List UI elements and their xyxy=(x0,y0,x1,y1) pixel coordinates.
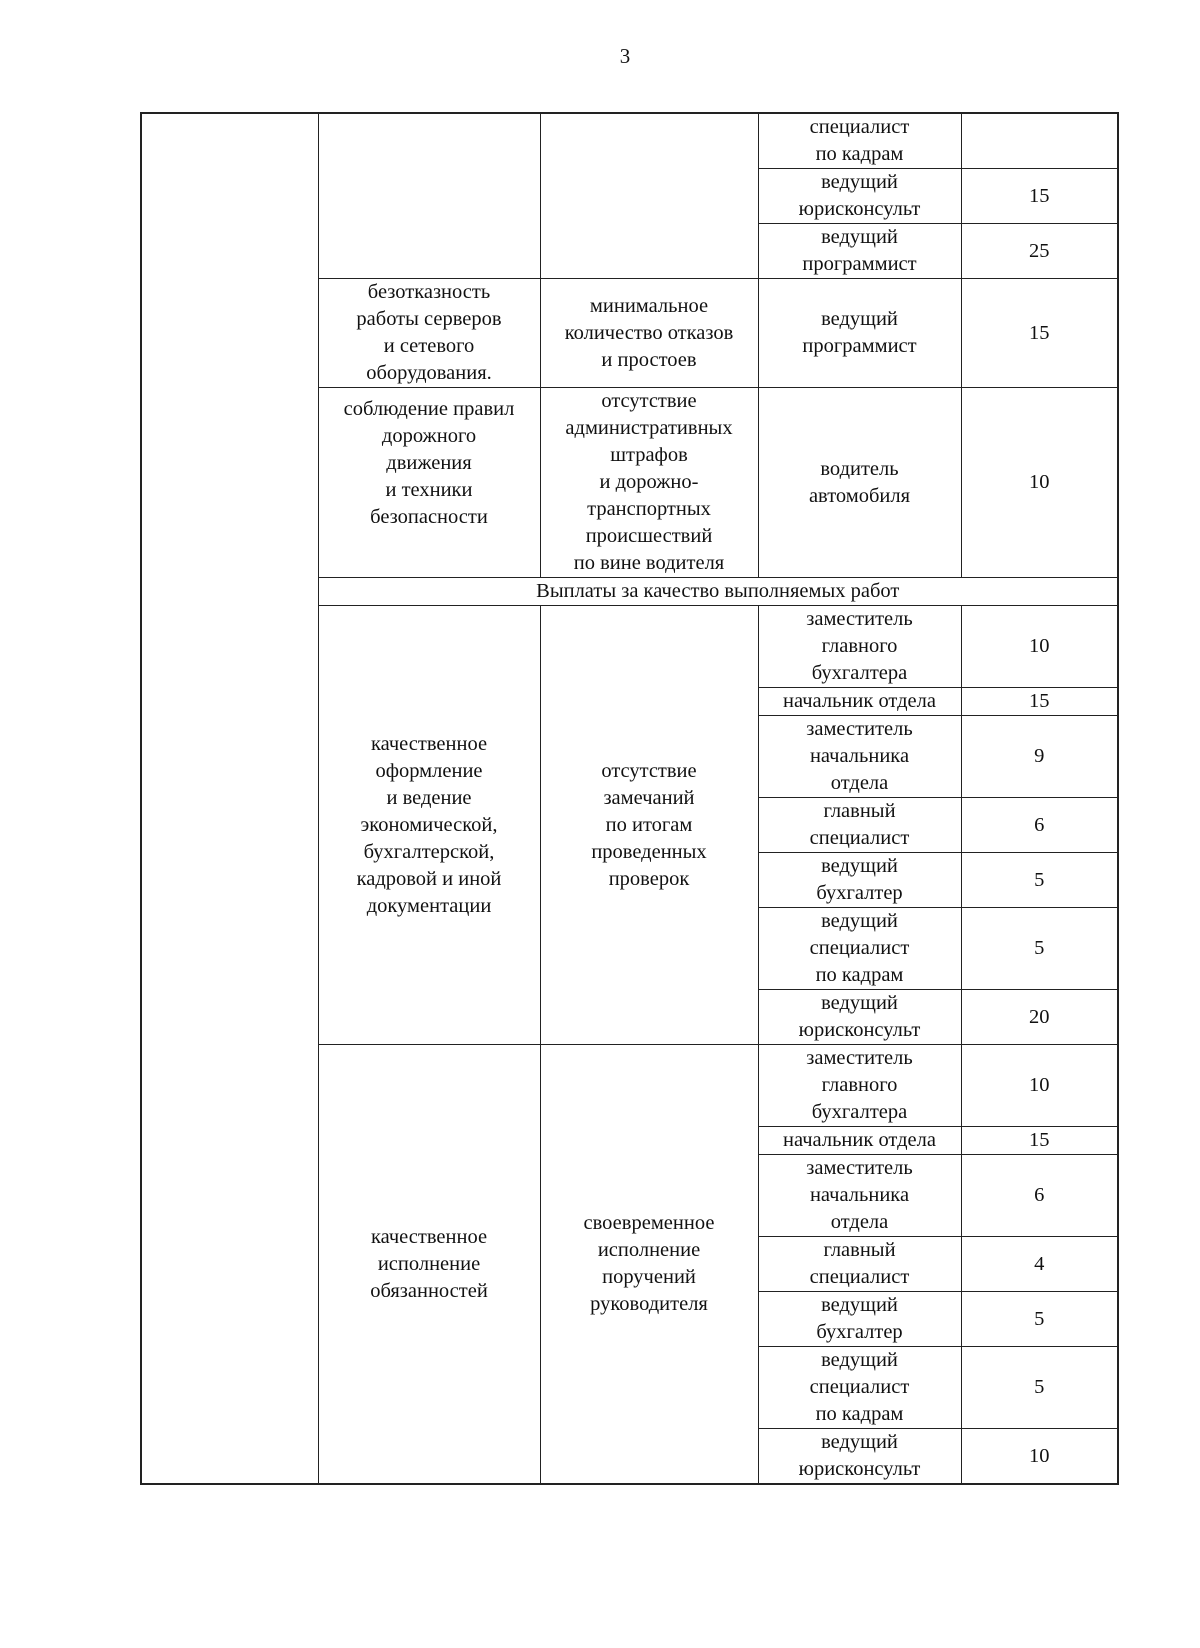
position-cell: специалист по кадрам xyxy=(758,113,961,169)
position-cell: ведущий юрисконсульт xyxy=(758,1429,961,1485)
value-cell: 6 xyxy=(961,798,1118,853)
value-cell: 5 xyxy=(961,1292,1118,1347)
indicator-cell-empty xyxy=(540,113,758,279)
page-number: 3 xyxy=(619,44,631,68)
value-cell: 10 xyxy=(961,1429,1118,1485)
indicator-cell: своевременное исполнение поручений руководителя xyxy=(540,1045,758,1485)
position-cell: ведущий специалист по кадрам xyxy=(758,1347,961,1429)
indicator-cell: отсутствие административных штрафов и дорожно- транспортных происшествий по вине водителя xyxy=(540,388,758,578)
indicator-cell: минимальное количество отказов и простоев xyxy=(540,279,758,388)
value-cell: 25 xyxy=(961,224,1118,279)
position-cell: заместитель главного бухгалтера xyxy=(758,606,961,688)
table-body xyxy=(141,113,1118,1484)
value-cell: 5 xyxy=(961,853,1118,908)
position-cell: водитель автомобиля xyxy=(758,388,961,578)
position-cell: начальник отдела xyxy=(758,1127,961,1155)
position-cell: ведущий бухгалтер xyxy=(758,1292,961,1347)
position-cell: заместитель начальника отдела xyxy=(758,716,961,798)
value-cell: 10 xyxy=(961,1045,1118,1127)
position-cell: ведущий юрисконсульт xyxy=(758,169,961,224)
position-cell: главный специалист xyxy=(758,1237,961,1292)
value-cell: 20 xyxy=(961,990,1118,1045)
position-cell: ведущий программист xyxy=(758,279,961,388)
position-cell: главный специалист xyxy=(758,798,961,853)
value-cell: 15 xyxy=(961,169,1118,224)
section-title: Выплаты за качество выполняемых работ xyxy=(318,578,1118,606)
value-cell: 6 xyxy=(961,1155,1118,1237)
value-cell: 5 xyxy=(961,1347,1118,1429)
position-cell: ведущий бухгалтер xyxy=(758,853,961,908)
position-cell: начальник отдела xyxy=(758,688,961,716)
value-cell: 15 xyxy=(961,1127,1118,1155)
table-row xyxy=(141,113,1118,169)
value-cell xyxy=(961,113,1118,169)
criterion-cell: качественное исполнение обязанностей xyxy=(318,1045,540,1485)
value-cell: 9 xyxy=(961,716,1118,798)
value-cell: 4 xyxy=(961,1237,1118,1292)
value-cell: 10 xyxy=(961,606,1118,688)
position-cell: заместитель начальника отдела xyxy=(758,1155,961,1237)
criterion-cell: соблюдение правил дорожного движения и техники безопасности xyxy=(318,388,540,578)
position-cell: ведущий программист xyxy=(758,224,961,279)
position-cell: заместитель главного бухгалтера xyxy=(758,1045,961,1127)
criterion-cell: безотказность работы серверов и сетевого оборудования. xyxy=(318,279,540,388)
value-cell: 15 xyxy=(961,688,1118,716)
criterion-cell: качественное оформление и ведение экономической, бухгалтерской, кадровой и иной документации xyxy=(318,606,540,1045)
value-cell: 5 xyxy=(961,908,1118,990)
payments-criteria-table xyxy=(140,112,1119,1485)
criterion-cell-empty xyxy=(318,113,540,279)
position-cell: ведущий специалист по кадрам xyxy=(758,908,961,990)
value-cell: 15 xyxy=(961,279,1118,388)
empty-left-column xyxy=(141,113,318,1484)
indicator-cell: отсутствие замечаний по итогам проведенных проверок xyxy=(540,606,758,1045)
value-cell: 10 xyxy=(961,388,1118,578)
position-cell: ведущий юрисконсульт xyxy=(758,990,961,1045)
